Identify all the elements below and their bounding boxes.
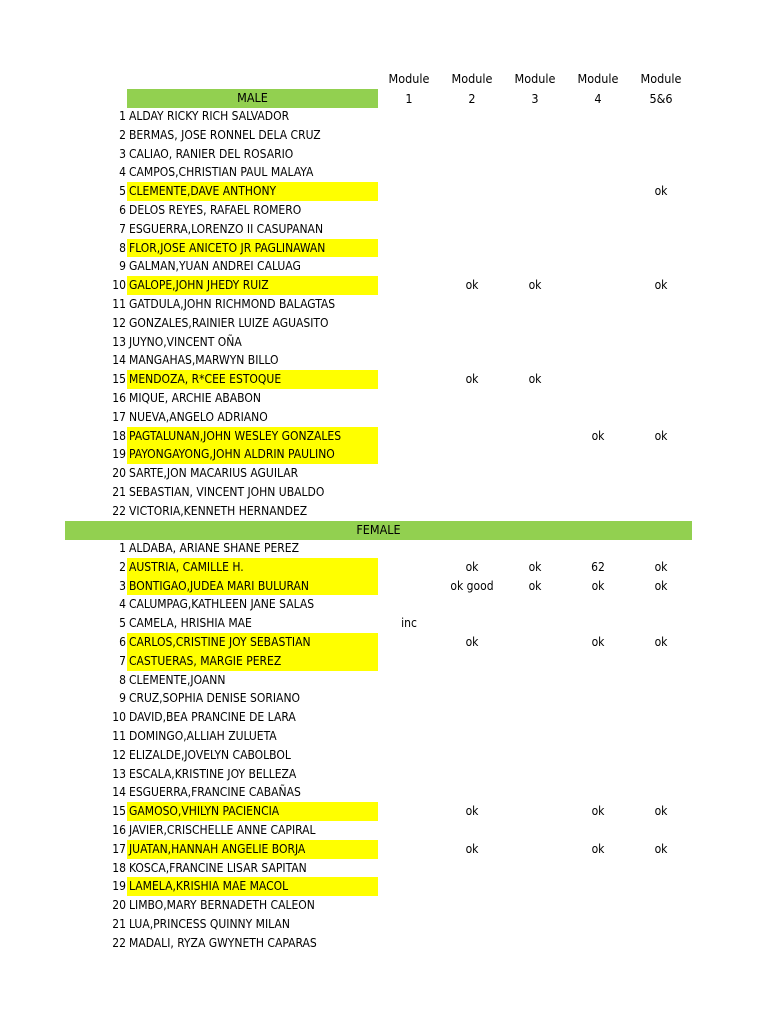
table-row xyxy=(0,464,768,483)
table-row xyxy=(0,276,768,295)
row-number: 22 xyxy=(112,503,126,518)
table-row xyxy=(0,182,768,201)
table-row xyxy=(0,502,768,521)
table-row xyxy=(0,821,768,840)
row-number: 10 xyxy=(112,710,126,725)
row-number: 3 xyxy=(119,578,126,593)
module-5-mark: ok xyxy=(654,578,668,593)
student-name: CALUMPAG,KATHLEEN JANE SALAS xyxy=(129,597,315,612)
student-name: MADALI, RYZA GWYNETH CAPARAS xyxy=(129,935,317,950)
row-number: 6 xyxy=(119,203,126,217)
table-row xyxy=(0,652,768,671)
module-4-mark: ok xyxy=(591,841,605,856)
table-row xyxy=(0,727,768,746)
module-2-mark: ok xyxy=(465,372,479,387)
table-row xyxy=(0,126,768,145)
student-name: ESGUERRA,FRANCINE CABAÑAS xyxy=(129,785,301,800)
table-row xyxy=(0,896,768,915)
row-number: 20 xyxy=(112,466,126,481)
module-4-number: 4 xyxy=(594,91,602,106)
table-row xyxy=(0,239,768,258)
student-name: CAMELA, HRISHIA MAE xyxy=(129,616,252,631)
row-number: 4 xyxy=(119,597,126,612)
module-5-mark: ok xyxy=(654,635,668,649)
student-name: CARLOS,CRISTINE JOY SEBASTIAN xyxy=(127,633,378,652)
module-2-mark: ok xyxy=(465,278,479,293)
row-number: 19 xyxy=(112,879,126,894)
module-2-mark: ok xyxy=(465,841,479,856)
table-row xyxy=(0,333,768,352)
table-row xyxy=(0,483,768,502)
row-number: 12 xyxy=(112,747,126,762)
module-2-number: 2 xyxy=(468,91,476,106)
row-number: 1 xyxy=(119,541,126,555)
table-row xyxy=(0,877,768,896)
module-2-header xyxy=(442,69,502,109)
student-name: ALDAY RICKY RICH SALVADOR xyxy=(129,109,290,123)
module-4-mark: ok xyxy=(591,804,605,819)
table-row xyxy=(0,445,768,464)
student-name: JUATAN,HANNAH ANGELIE BORJA xyxy=(127,840,378,859)
row-number: 7 xyxy=(119,653,126,668)
row-number: 17 xyxy=(112,841,126,856)
student-name: JUYNO,VINCENT OÑA xyxy=(129,334,242,349)
row-number: 4 xyxy=(119,165,126,180)
row-number: 7 xyxy=(119,221,126,236)
row-number: 5 xyxy=(119,616,126,631)
module-1-header xyxy=(379,69,439,109)
student-name: SEBASTIAN, VINCENT JOHN UBALDO xyxy=(129,485,325,499)
student-name: MANGAHAS,MARWYN BILLO xyxy=(129,353,279,368)
module-4-mark: ok xyxy=(591,578,605,593)
table-row xyxy=(0,915,768,934)
module-1-mark: inc xyxy=(401,616,417,631)
module-2-word: Module xyxy=(451,71,493,86)
module-4-mark: 62 xyxy=(591,559,605,574)
student-name: CLEMENTE,DAVE ANTHONY xyxy=(127,182,378,201)
row-number: 3 xyxy=(119,146,126,161)
module-2-mark: ok good xyxy=(450,578,494,593)
row-number: 13 xyxy=(112,334,126,349)
module-5-mark: ok xyxy=(654,559,668,574)
student-name: LAMELA,KRISHIA MAE MACOL xyxy=(127,877,378,896)
student-name: VICTORIA,KENNETH HERNANDEZ xyxy=(129,503,308,518)
row-number: 17 xyxy=(112,409,126,424)
module-5-mark: ok xyxy=(654,184,668,199)
student-name: MIQUE, ARCHIE ABABON xyxy=(129,391,261,405)
row-number: 8 xyxy=(119,240,126,255)
male-section-header: MALE xyxy=(127,89,378,108)
row-number: 11 xyxy=(112,729,126,743)
student-name: MENDOZA, R*CEE ESTOQUE xyxy=(127,370,378,389)
student-name: PAGTALUNAN,JOHN WESLEY GONZALES xyxy=(127,427,378,446)
table-row xyxy=(0,389,768,408)
module-1-word: Module xyxy=(388,71,430,86)
row-number: 10 xyxy=(112,278,126,293)
table-row xyxy=(0,765,768,784)
module-3-mark: ok xyxy=(528,278,542,293)
table-row xyxy=(0,427,768,446)
module-2-mark: ok xyxy=(465,559,479,574)
table-row xyxy=(0,708,768,727)
row-number: 18 xyxy=(112,428,126,443)
module-2-mark: ok xyxy=(465,635,479,649)
table-row xyxy=(0,614,768,633)
module-4-mark: ok xyxy=(591,635,605,649)
student-name: CALIAO, RANIER DEL ROSARIO xyxy=(129,146,294,161)
module-3-number: 3 xyxy=(531,91,539,106)
student-name: FLOR,JOSE ANICETO JR PAGLINAWAN xyxy=(127,239,378,258)
row-number: 6 xyxy=(119,635,126,649)
student-name: CRUZ,SOPHIA DENISE SORIANO xyxy=(129,691,301,706)
student-name: CAMPOS,CHRISTIAN PAUL MALAYA xyxy=(129,165,314,180)
student-name: BONTIGAO,JUDEA MARI BULURAN xyxy=(127,577,378,596)
module-56-number: 5&6 xyxy=(649,91,673,106)
table-row xyxy=(0,539,768,558)
module-56-header xyxy=(631,69,691,109)
student-name: ELIZALDE,JOVELYN CABOLBOL xyxy=(129,747,291,762)
module-3-mark: ok xyxy=(528,372,542,387)
student-name: GALMAN,YUAN ANDREI CALUAG xyxy=(129,259,301,274)
table-row xyxy=(0,671,768,690)
module-1-number: 1 xyxy=(405,91,413,106)
student-name: DELOS REYES, RAFAEL ROMERO xyxy=(129,203,302,217)
row-number: 11 xyxy=(112,297,126,311)
row-number: 13 xyxy=(112,766,126,781)
table-row xyxy=(0,859,768,878)
student-name: GATDULA,JOHN RICHMOND BALAGTAS xyxy=(129,297,336,311)
row-number: 15 xyxy=(112,804,126,819)
student-name: ESGUERRA,LORENZO II CASUPANAN xyxy=(129,221,324,236)
student-name: DOMINGO,ALLIAH ZULUETA xyxy=(129,729,277,743)
student-name: LIMBO,MARY BERNADETH CALEON xyxy=(129,898,315,913)
row-number: 16 xyxy=(112,823,126,837)
student-name: DAVID,BEA PRANCINE DE LARA xyxy=(129,710,296,725)
student-name: BERMAS, JOSE RONNEL DELA CRUZ xyxy=(129,127,321,142)
student-name: CASTUERAS, MARGIE PEREZ xyxy=(127,652,378,671)
table-row xyxy=(0,408,768,427)
module-4-mark: ok xyxy=(591,428,605,443)
module-3-mark: ok xyxy=(528,559,542,574)
table-row xyxy=(0,201,768,220)
module-4-word: Module xyxy=(577,71,619,86)
student-name: AUSTRIA, CAMILLE H. xyxy=(127,558,378,577)
student-name: KOSCA,FRANCINE LISAR SAPITAN xyxy=(129,860,307,875)
row-number: 12 xyxy=(112,315,126,330)
module-5-mark: ok xyxy=(654,804,668,819)
row-number: 9 xyxy=(119,691,126,706)
student-name: GAMOSO,VHILYN PACIENCIA xyxy=(127,802,378,821)
row-number: 9 xyxy=(119,259,126,274)
row-number: 8 xyxy=(119,672,126,687)
student-name: JAVIER,CRISCHELLE ANNE CAPIRAL xyxy=(129,823,316,837)
table-row xyxy=(0,558,768,577)
table-row xyxy=(0,107,768,126)
student-name: NUEVA,ANGELO ADRIANO xyxy=(129,409,268,424)
module-2-mark: ok xyxy=(465,804,479,819)
row-number: 21 xyxy=(112,485,126,499)
table-row xyxy=(0,783,768,802)
table-row xyxy=(0,295,768,314)
module-56-word: Module xyxy=(640,71,682,86)
module-3-mark: ok xyxy=(528,578,542,593)
table-row xyxy=(0,689,768,708)
table-row xyxy=(0,840,768,859)
row-number: 19 xyxy=(112,447,126,462)
table-row xyxy=(0,577,768,596)
table-row xyxy=(0,145,768,164)
student-name: GONZALES,RAINIER LUIZE AGUASITO xyxy=(129,315,329,330)
female-section-header: FEMALE xyxy=(65,521,692,540)
module-5-mark: ok xyxy=(654,841,668,856)
table-row xyxy=(0,314,768,333)
table-row xyxy=(0,802,768,821)
student-name: LUA,PRINCESS QUINNY MILAN xyxy=(129,917,290,931)
table-row xyxy=(0,220,768,239)
table-row xyxy=(0,351,768,370)
table-row xyxy=(0,934,768,953)
row-number: 1 xyxy=(119,109,126,123)
module-3-word: Module xyxy=(514,71,556,86)
row-number: 14 xyxy=(112,353,126,368)
table-row xyxy=(0,633,768,652)
row-number: 16 xyxy=(112,391,126,405)
row-number: 2 xyxy=(119,559,126,574)
row-number: 14 xyxy=(112,785,126,800)
module-3-header xyxy=(505,69,565,109)
table-row xyxy=(0,746,768,765)
table-row xyxy=(0,257,768,276)
table-row xyxy=(0,163,768,182)
row-number: 15 xyxy=(112,372,126,387)
row-number: 20 xyxy=(112,898,126,913)
student-name: ALDABA, ARIANE SHANE PEREZ xyxy=(129,541,300,555)
student-name: ESCALA,KRISTINE JOY BELLEZA xyxy=(129,766,297,781)
student-name: SARTE,JON MACARIUS AGUILAR xyxy=(129,466,299,481)
table-row xyxy=(0,370,768,389)
table-row xyxy=(0,595,768,614)
student-name: CLEMENTE,JOANN xyxy=(129,672,226,687)
row-number: 18 xyxy=(112,860,126,875)
module-5-mark: ok xyxy=(654,428,668,443)
student-name: GALOPE,JOHN JHEDY RUIZ xyxy=(127,276,378,295)
row-number: 22 xyxy=(112,935,126,950)
row-number: 5 xyxy=(119,184,126,199)
row-number: 2 xyxy=(119,127,126,142)
module-5-mark: ok xyxy=(654,278,668,293)
student-name: PAYONGAYONG,JOHN ALDRIN PAULINO xyxy=(127,445,378,464)
module-4-header xyxy=(568,69,628,109)
row-number: 21 xyxy=(112,917,126,931)
